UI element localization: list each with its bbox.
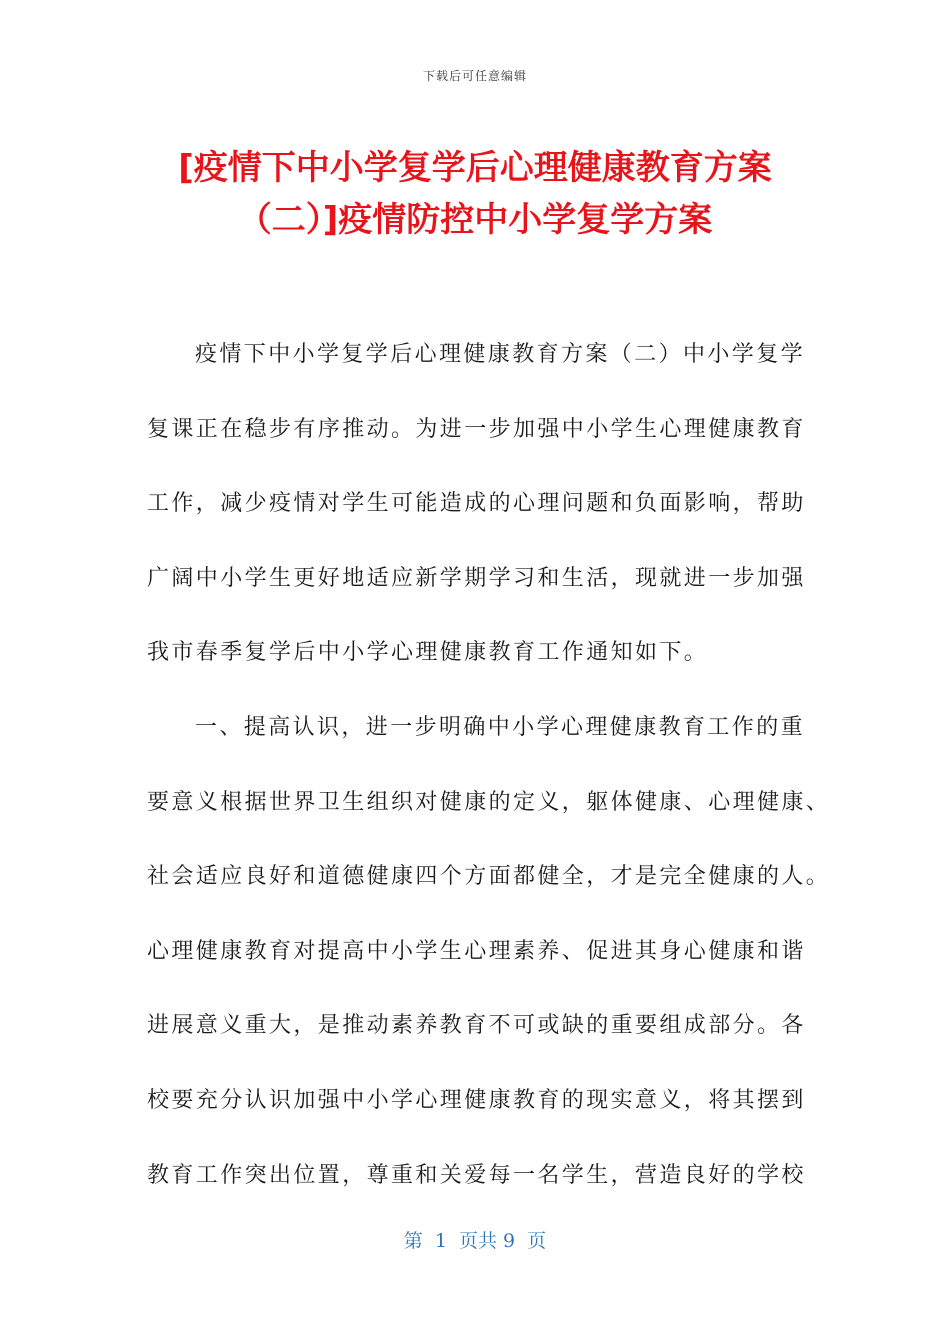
body-line: 疫情下中小学复学后心理健康教育方案（二）中小学复学 bbox=[195, 342, 806, 367]
body-line: 工作，减少疫情对学生可能造成的心理问题和负面影响，帮助 bbox=[147, 491, 806, 517]
body-line: 进展意义重大，是推动素养教育不可或缺的重要组成部分。各 bbox=[147, 1013, 806, 1039]
document-title bbox=[60, 142, 890, 246]
title-line-1: [疫情下中小学复学后心理健康教育方案 bbox=[178, 148, 772, 188]
body-line: 复课正在稳步有序推动。为进一步加强中小学生心理健康教育 bbox=[147, 416, 806, 442]
body-line: 要意义根据世界卫生组织对健康的定义，躯体健康、心理健康、 bbox=[147, 789, 831, 815]
body-line: 教育工作突出位置，尊重和关爱每一名学生，营造良好的学校 bbox=[147, 1162, 806, 1188]
body-line: 校要充分认识加强中小学心理健康教育的现实意义，将其摆到 bbox=[147, 1087, 806, 1113]
body-line: 社会适应良好和道德健康四个方面都健全，才是完全健康的人。 bbox=[147, 864, 831, 890]
body-line: 广阔中小学生更好地适应新学期学习和生活，现就进一步加强 bbox=[147, 565, 806, 591]
body-line: 我市春季复学后中小学心理健康教育工作通知如下。 bbox=[147, 640, 709, 666]
page-footer: 第 1 页共 9 页 bbox=[403, 1230, 547, 1252]
title-line-2: （二）]疫情防控中小学复学方案 bbox=[237, 200, 713, 240]
body-line: 心理健康教育对提高中小学生心理素养、促进其身心健康和谐 bbox=[147, 938, 806, 964]
header-note: 下载后可任意编辑 bbox=[422, 69, 527, 83]
document-body bbox=[147, 318, 831, 1213]
body-line: 一、提高认识，进一步明确中小学心理健康教育工作的重 bbox=[195, 714, 806, 740]
